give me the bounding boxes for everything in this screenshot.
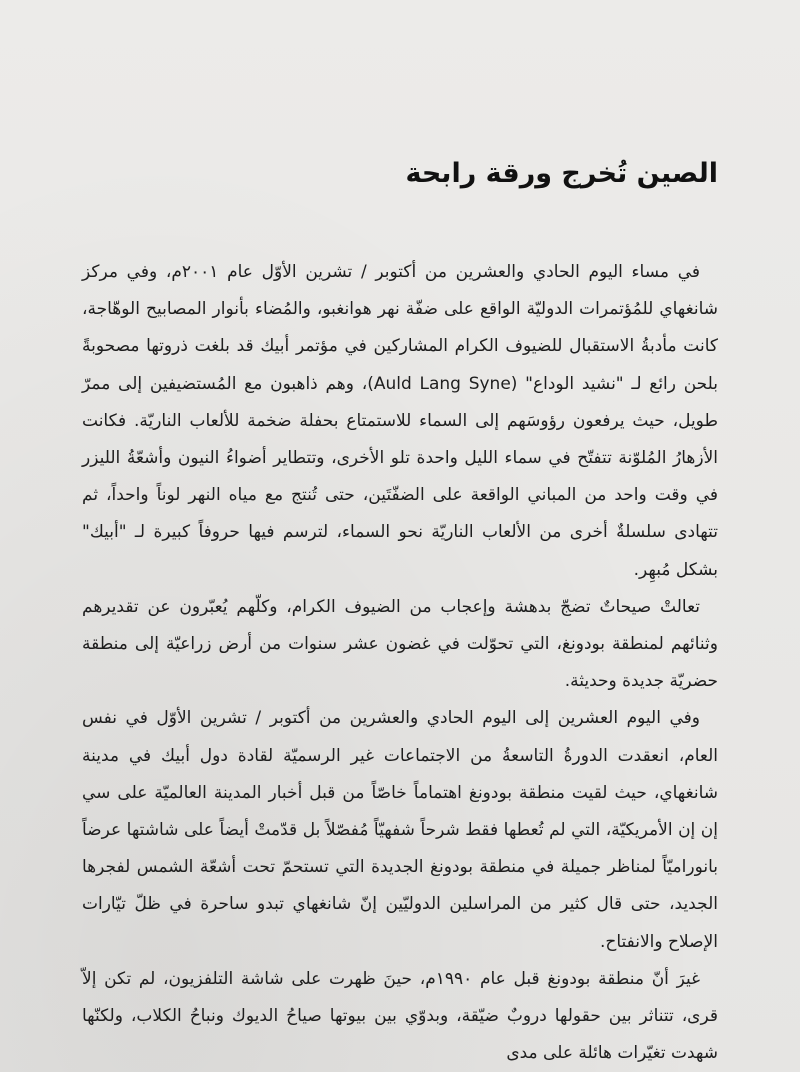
paragraph-4: غيرَ أنّ منطقة بودونغ قبل عام ١٩٩٠م، حينَ ظهرت على شاشة التلفزيون، لم تكن إلاّ قرى، تتناثر بين حقولها دروبٌ ضيّقة، وبدوّي بين بيوتها صياحُ الديوك ونباحُ الكلاب، ولكنّها شهدت تغيّرات هائلة على مدى: [82, 968, 718, 1064]
chapter-title: الصين تُخرج ورقة رابحة: [405, 158, 718, 189]
body-text: [82, 254, 718, 1072]
paragraph-1: في مساء اليوم الحادي والعشرين من أكتوبر / تشرين الأوّل عام ٢٠٠١م، وفي مركز شانغهاي للمُؤتمرات الدوليّة الواقع على ضفّة نهر هوانغبو، والمُضاء بأنوار المصابيح الوهّاجة، كانت مأدبةُ الاستقبال للضيوف الكرام المشاركين في مؤتمر أبيك قد بلغت ذروتها مصحوبةً بلحن رائع لـ "نشيد الوداع" (Auld Lang Syne)، وهم ذاهبون مع المُستضيفين إلى ممرّ طويل، حيث يرفعون رؤوسَهم إلى السماء للاستمتاع بحفلة ضخمة للألعاب الناريّة. فكانت الأزهارُ المُلوّنة تتفتّح في سماء الليل واحدة تلو الأخرى، وتتطاير أضواءُ النيون وأشعّةُ الليزر في وقت واحد من المباني الواقعة على الضفّتَين، حتى تُنتج مع مياه النهر لوناً واحداً، ثم تتهادى سلسلةٌ أخرى من الألعاب الناريّة نحو السماء، لترسم فيها حروفاً كبيرة لـ "أبيك" بشكل مُبهِر.: [82, 262, 719, 580]
paragraph-3: وفي اليوم العشرين إلى اليوم الحادي والعشرين من أكتوبر / تشرين الأوّل في نفس العام، انعقدت الدورةُ التاسعةُ من الاجتماعات غير الرسميّة لقادة دول أبيك في مدينة شانغهاي، حيث لقيت منطقة بودونغ اهتماماً خاصّاً من قبل أخبار المدينة العالميّة على سي إن إن الأمريكيّة، التي لم تُعطها فقط شرحاً شفهيّاً مُفصّلاً بل قدّمتْ أيضاً على شاشتها عرضاً بانوراميّاً لمناظر جميلة في منطقة بودونغ الجديدة التي تستحمّ تحت أشعّة الشمس لفجرها الجديد، حتى قال كثير من المراسلين الدوليّين إنّ شانغهاي تبدو ساحرة في ظلّ تيّارات الإصلاح والانفتاح.: [82, 708, 718, 952]
paragraph-2: تعالتْ صيحاتٌ تضجّ بدهشة وإعجاب من الضيوف الكرام، وكلّهم يُعبّرون عن تقديرهم وثنائهم لمنطقة بودونغ، التي تحوّلت في غضون عشر سنوات من أرض زراعيّة إلى منطقة حضريّة جديدة وحديثة.: [82, 596, 718, 692]
